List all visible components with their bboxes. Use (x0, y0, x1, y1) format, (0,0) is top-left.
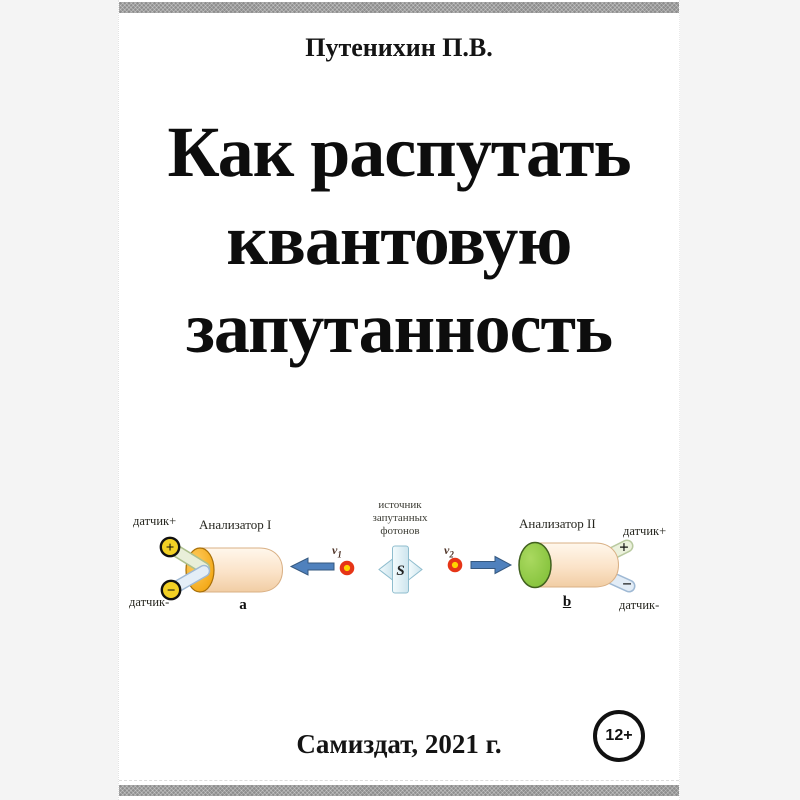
analyzer-right-end-cap (519, 543, 551, 588)
book-title (119, 108, 679, 372)
axis-label-b: b (562, 594, 572, 610)
source-caption-line-2: запутанных (372, 512, 428, 524)
imprint: Самиздат, 2021 г. (296, 729, 502, 759)
right-photon-arrow (471, 557, 511, 574)
sensor-plus-terminal-left (161, 538, 179, 556)
sensor-plus-label-left: датчик+ (133, 514, 177, 528)
age-rating-badge (593, 710, 645, 762)
photon-right (450, 560, 460, 570)
source-caption (356, 499, 444, 538)
photon-left-symbol: v (332, 543, 338, 557)
minus-sign-left: − (166, 583, 176, 599)
source-caption-line-1: источник (378, 499, 422, 511)
book-cover-page (118, 0, 680, 800)
plus-sign-left: + (165, 540, 175, 556)
photon-right-label (444, 543, 454, 559)
sensor-minus-label-right: датчик- (619, 598, 660, 612)
title-line-2: квантовую (226, 200, 572, 280)
plus-sign-right: + (619, 537, 629, 557)
photon-right-symbol: v (444, 543, 450, 557)
photon-left-label (332, 543, 342, 559)
photon-source (379, 546, 422, 593)
left-photon-arrow (291, 558, 334, 575)
minus-sign-right: − (622, 574, 632, 594)
photon-left-subscript: 1 (337, 549, 342, 560)
sensor-minus-label-left: датчик- (129, 595, 170, 609)
analyzer-left-title: Анализатор I (199, 517, 272, 532)
analyzer-right-title: Анализатор II (519, 516, 596, 531)
page-bottom-edge (119, 780, 679, 781)
source-caption-line-3: фотонов (380, 525, 420, 537)
title-line-1: Как распутать (167, 112, 631, 192)
age-rating-text: 12+ (605, 727, 633, 744)
axis-label-a: a (239, 597, 247, 613)
bottom-decorative-band (119, 785, 679, 796)
title-line-3: запутанность (185, 288, 613, 368)
entangled-photons-diagram (119, 488, 681, 628)
author-name: Путенихин П.В. (305, 33, 493, 62)
photon-right-subscript: 2 (449, 549, 454, 560)
photon-left (342, 563, 352, 573)
analyzer-right-cylinder (519, 543, 619, 588)
top-decorative-band (119, 2, 679, 13)
sensor-plus-label-right: датчик+ (623, 524, 667, 538)
source-symbol: S (396, 563, 405, 579)
